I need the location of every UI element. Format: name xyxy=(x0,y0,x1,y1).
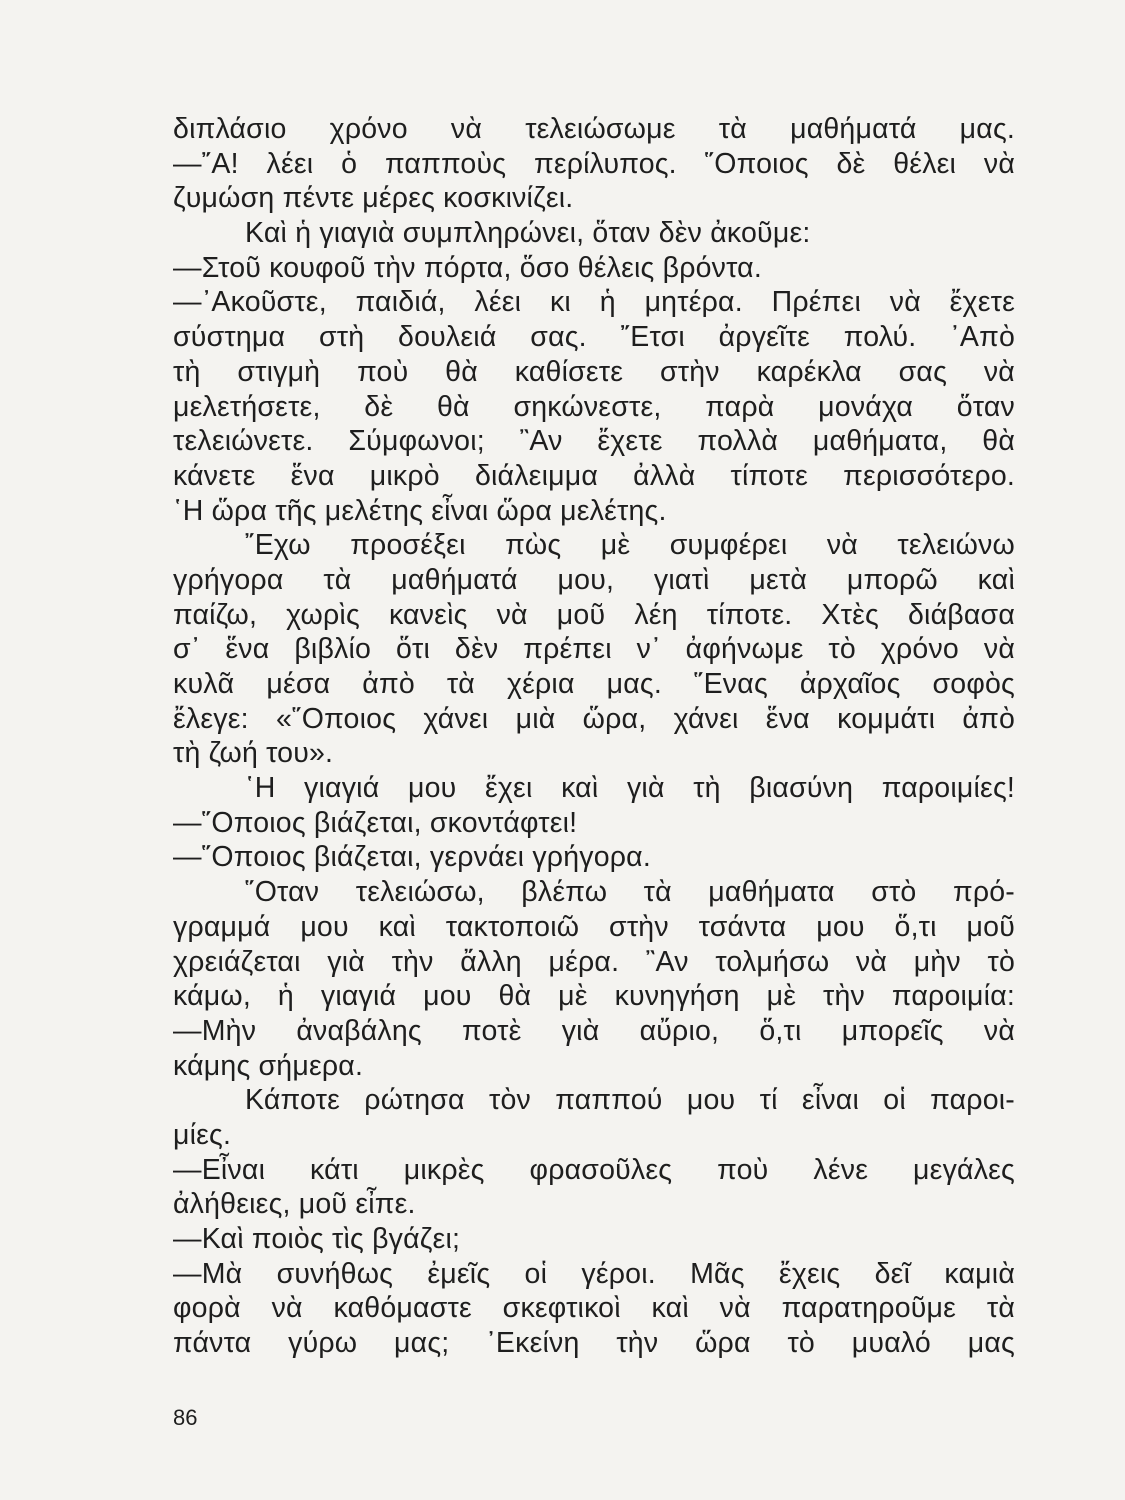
text-line: μελετήσετε, δὲ θὰ σηκώνεστε, παρὰ μονάχα ὅταν xyxy=(173,390,1015,423)
text-line: κάμης σήμερα. xyxy=(173,1049,364,1082)
text-line: ῞Οταν τελειώσω, βλέπω τὰ μαθήματα στὸ πρό- xyxy=(245,876,1015,909)
text-line: μίες. xyxy=(173,1118,232,1151)
text-line: κυλᾶ μέσα ἀπὸ τὰ χέρια μας. ῞Ενας ἀρχαῖος σοφὸς xyxy=(173,668,1015,700)
text-line: τὴ ζωή του». xyxy=(173,737,334,770)
text-line: —῞Οποιος βιάζεται, γερνάει γρήγορα. xyxy=(173,841,651,874)
text-line: κάνετε ἕνα μικρὸ διάλειμμα ἀλλὰ τίποτε περισσότερο. xyxy=(173,459,1015,492)
text-line: —Μὴν ἀναβάλης ποτὲ γιὰ αὔριο, ὅ,τι μπορεῖς νὰ xyxy=(173,1014,1015,1047)
text-line: σύστημα στὴ δουλειά σας. ῎Ετσι ἀργεῖτε πολύ. ᾿Απὸ xyxy=(173,321,1015,354)
text-line: γρήγορα τὰ μαθήματά μου, γιατὶ μετὰ μπορῶ καὶ xyxy=(173,563,1015,596)
text-line: πάντα γύρω μας; ᾿Εκείνη τὴν ὥρα τὸ μυαλό μας xyxy=(173,1327,1015,1360)
page-number: 86 xyxy=(173,1405,198,1430)
text-line: —Καὶ ποιὸς τὶς βγάζει; xyxy=(173,1223,461,1255)
text-line: —᾿Ακοῦστε, παιδιά, λέει κι ἡ μητέρα. Πρέπει νὰ ἔχετε xyxy=(173,286,1015,319)
text-line: χρειάζεται γιὰ τὴν ἄλλη μέρα. ῍Αν τολμήσω νὰ μὴν τὸ xyxy=(173,945,1015,978)
text-line: παίζω, χωρὶς κανεὶς νὰ μοῦ λέη τίποτε. Χτὲς διάβασα xyxy=(173,598,1015,631)
text-line: κάμω, ἡ γιαγιά μου θὰ μὲ κυνηγήση μὲ τὴν παροιμία: xyxy=(173,980,1015,1013)
text-line: —Μὰ συνήθως ἐμεῖς οἱ γέροι. Μᾶς ἔχεις δεῖ καμιὰ xyxy=(173,1257,1015,1290)
text-line: —Στοῦ κουφοῦ τὴν πόρτα, ὅσο θέλεις βρόντα. xyxy=(173,251,762,284)
text-line: ἔλεγε: «῞Οποιος χάνει μιὰ ὥρα, χάνει ἕνα κομμάτι ἀπὸ xyxy=(173,702,1015,735)
text-line: Καὶ ἡ γιαγιὰ συμπληρώνει, ὅταν δὲν ἀκοῦμε: xyxy=(245,217,811,250)
text-line: διπλάσιο χρόνο νὰ τελειώσωμε τὰ μαθήματά μας. xyxy=(173,113,1015,145)
text-line: τὴ στιγμὴ ποὺ θὰ καθίσετε στὴν καρέκλα σας νὰ xyxy=(173,355,1015,388)
text-line: ῾Η γιαγιά μου ἔχει καὶ γιὰ τὴ βιασύνη παροιμίες! xyxy=(245,772,1015,805)
text-line: —῞Οποιος βιάζεται, σκοντάφτει! xyxy=(173,806,578,839)
text-line: ζυμώση πέντε μέρες κοσκινίζει. xyxy=(173,182,574,215)
text-line: φορὰ νὰ καθόμαστε σκεφτικοὶ καὶ νὰ παρατηροῦμε τὰ xyxy=(173,1292,1015,1325)
text-line: γραμμά μου καὶ τακτοποιῶ στὴν τσάντα μου ὅ,τι μοῦ xyxy=(173,910,1015,943)
text-line: —῎Α! λέει ὁ παπποὺς περίλυπος. ῞Οποιος δὲ θέλει νὰ xyxy=(173,147,1015,180)
text-line: ἀλήθειες, μοῦ εἶπε. xyxy=(173,1188,416,1221)
text-line: Κάποτε ρώτησα τὸν παππού μου τί εἶναι οἱ παροι- xyxy=(245,1084,1015,1117)
text-line: ῎Εχω προσέξει πὼς μὲ συμφέρει νὰ τελειώνω xyxy=(245,529,1015,562)
text-line: —Εἶναι κάτι μικρὲς φρασοῦλες ποὺ λένε μεγάλες xyxy=(173,1153,1015,1186)
text-line: τελειώνετε. Σύμφωνοι; ῍Αν ἔχετε πολλὰ μαθήματα, θὰ xyxy=(173,425,1015,458)
text-line: ῾Η ὥρα τῆς μελέτης εἶναι ὥρα μελέτης. xyxy=(173,494,667,527)
text-line: σ᾿ ἕνα βιβλίο ὅτι δὲν πρέπει ν᾿ ἀφήνωμε τὸ χρόνο νὰ xyxy=(173,633,1015,666)
body-text xyxy=(173,112,1015,1361)
